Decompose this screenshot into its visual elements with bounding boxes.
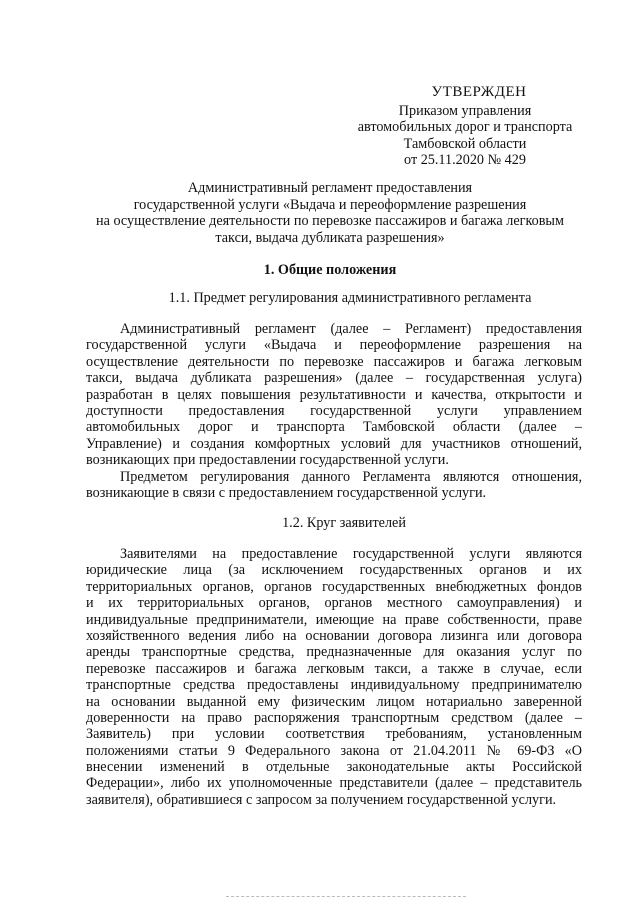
text-line: Заявителями на предоставление государственной услуги являются: [120, 546, 582, 562]
text-line: доступности предоставления государственной услуги управлением: [86, 402, 582, 419]
title-line: государственной услуги «Выдача и переоформление разрешения: [133, 196, 527, 213]
text-line: аренды транспортные средства, предназначенные для оказания услуг по: [86, 644, 582, 661]
text-line: хозяйственного ведения либо на основании договора лизинга или договора: [86, 627, 582, 644]
text-line: такси, выдача дубликата разрешения» (далее – государственная услуга): [86, 370, 582, 387]
text-line: разработан в целях повышения результативности и качества, открытости и: [86, 386, 582, 403]
text-line: территориальных органов, органов государственных внебюджетных фондов: [86, 578, 582, 595]
approval-line: от 25.11.2020 № 429: [404, 152, 526, 168]
approval-line: Тамбовской области: [403, 135, 527, 152]
text-line: возникающих при предоставлении государственной услуги.: [86, 452, 449, 469]
document-title: [60, 180, 600, 246]
paragraph-subject-scope: [86, 469, 582, 502]
text-line: осуществление деятельности по перевозке пассажиров и багажа легковым: [86, 353, 582, 370]
approval-line: Приказом управления: [398, 102, 532, 119]
text-line: автомобильных дорог и транспорта Тамбовской области (далее –: [86, 419, 582, 436]
text-line: Заявитель) при условии соответствия требованиям, установленным: [86, 726, 582, 743]
text-line: индивидуальные предприниматели, имеющие на праве собственности, праве: [86, 611, 582, 628]
section-heading: 1. Общие положения: [263, 262, 397, 278]
text-line: Федерации», либо их уполномоченные представители (далее – представитель: [86, 775, 582, 792]
text-line: транспортные средства предоставлены индивидуальному предпринимателю: [86, 677, 582, 694]
paragraph-applicants: [86, 546, 582, 808]
approval-line: автомобильных дорог и транспорта: [357, 119, 573, 135]
text-line: Управление) и создания комфортных условий для участников отношений,: [86, 435, 582, 452]
text-line: перевозке пассажиров и багажа легковым такси, а также в случае, если: [86, 660, 582, 677]
text-line: заявителя), обратившиеся с запросом за получением государственной услуги.: [86, 791, 557, 808]
title-line: на осуществление деятельности по перевозке пассажиров и багажа легковым: [96, 213, 564, 230]
title-line: Административный регламент предоставления: [187, 180, 473, 196]
approval-stamp: [340, 84, 590, 169]
text-line: государственной услуги «Выдача и переоформление разрешения на: [86, 337, 582, 354]
text-line: доверенности на право распоряжения транспортным средством (далее –: [86, 709, 582, 726]
text-line: юридические лица (за исключением государственных органов и их: [86, 562, 582, 579]
paragraph-subject: [86, 321, 582, 469]
subsection-heading: 1.1. Предмет регулирования административного регламента: [168, 290, 532, 306]
text-line: положениями статьи 9 Федерального закона от 21.04.2011 № 69-ФЗ «О: [86, 742, 582, 759]
subsection-heading: 1.2. Круг заявителей: [282, 515, 406, 531]
scan-artifact-line: [226, 896, 466, 898]
approval-heading: УТВЕРЖДЕН: [431, 84, 527, 100]
text-line: и их территориальных органов, органов местного самоуправления) и: [86, 595, 582, 612]
title-line: такси, выдача дубликата разрешения»: [215, 229, 445, 246]
text-line: на основании выданной ему физическим лицом нотариально заверенной: [86, 693, 582, 710]
text-line: возникающие в связи с предоставлением государственной услуги.: [86, 485, 487, 502]
text-line: внесении изменений в отдельные законодательные акты Российской: [86, 759, 582, 776]
text-line: Предметом регулирования данного Регламента являются отношения,: [120, 469, 582, 485]
text-line: Административный регламент (далее – Регламент) предоставления: [120, 321, 582, 337]
